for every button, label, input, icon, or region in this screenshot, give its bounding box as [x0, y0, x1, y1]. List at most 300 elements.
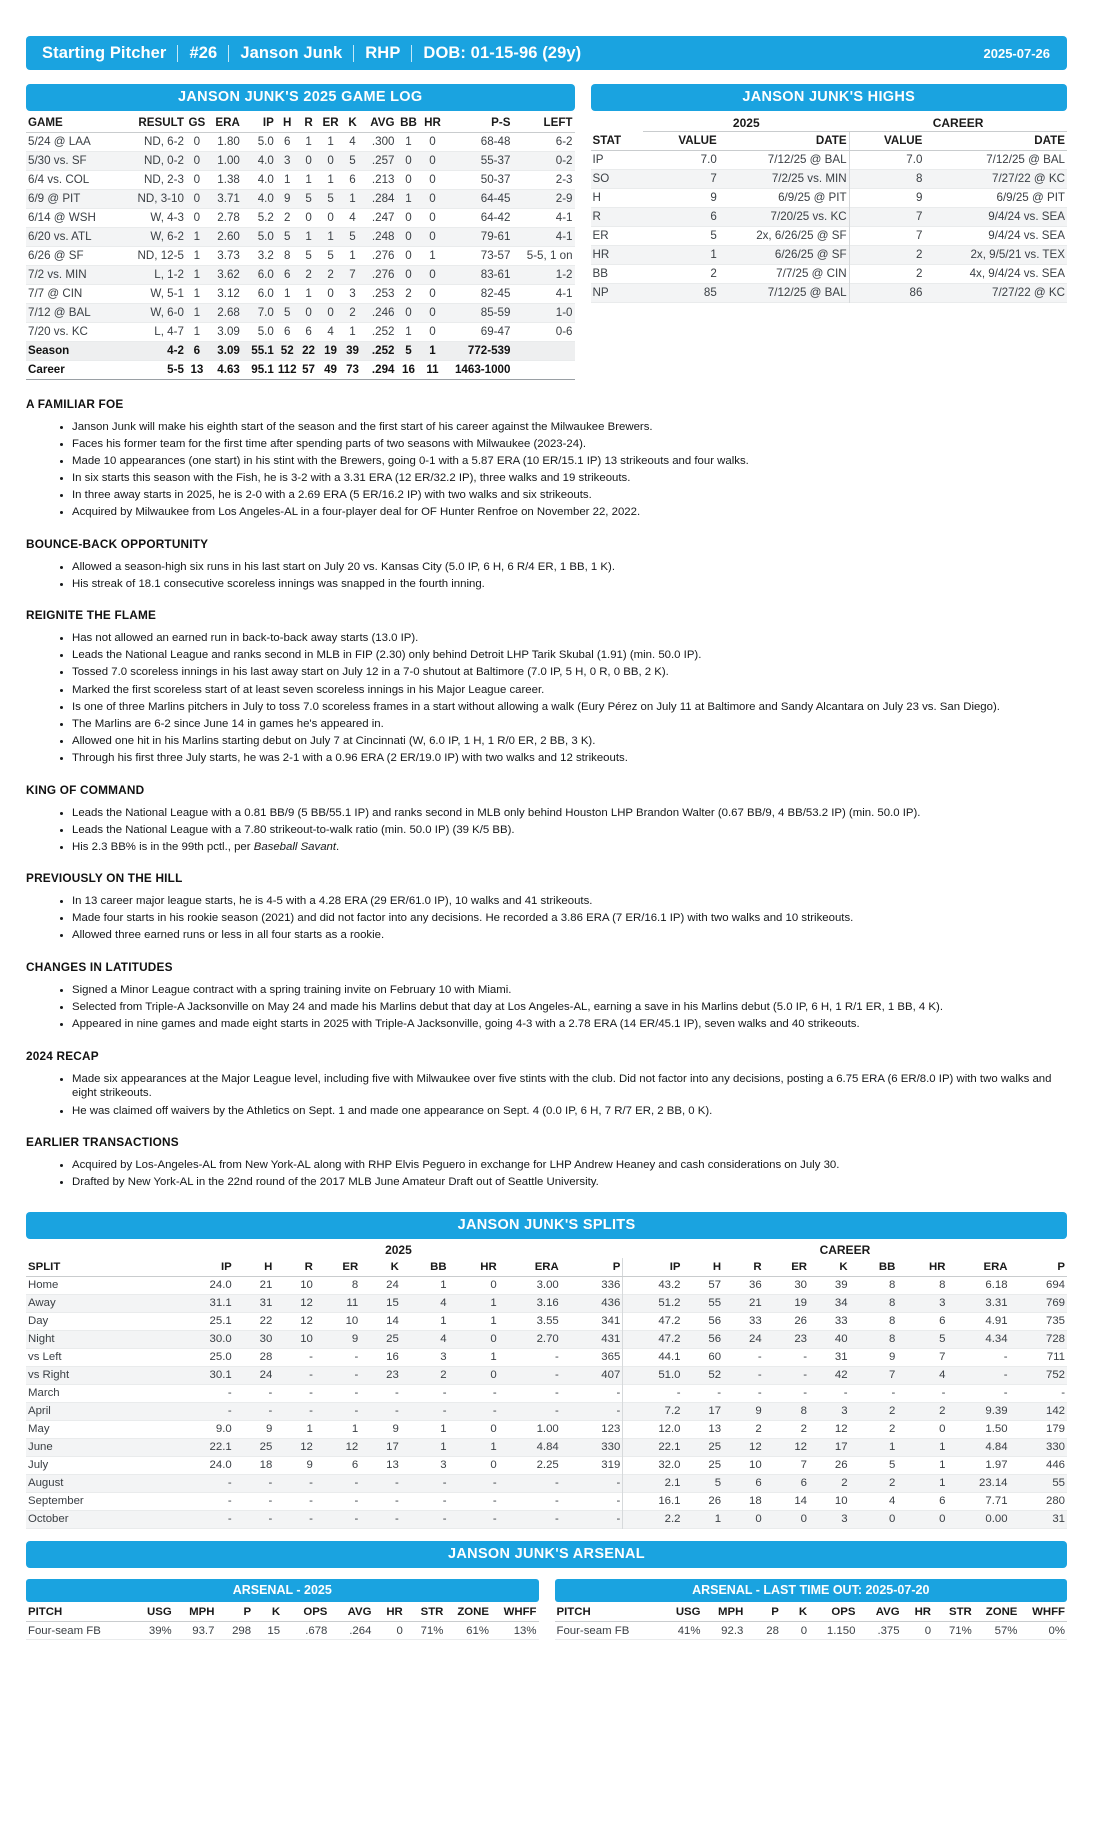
game-log-cell: 5: [305, 192, 312, 205]
game-log-cell: 7/2 vs. MIN: [28, 268, 87, 281]
splits-cell: 60: [708, 1351, 722, 1364]
splits-cell: 179: [1045, 1423, 1065, 1436]
col-avg: AVG: [363, 113, 397, 132]
splits-cell: 8: [889, 1333, 896, 1346]
splits-cell: 7: [800, 1459, 808, 1472]
game-log-cell: 7.0: [257, 306, 274, 319]
game-log-cell: 3.62: [217, 268, 240, 281]
section-bullet: • Leads the National League with a 7.80 strikeout-to-walk ratio (min. 50.0 IP) (39 K/5 BB).: [72, 823, 1067, 838]
splits-cell: 25.0: [209, 1351, 232, 1364]
game-log-cell: 0: [305, 211, 312, 224]
game-log-cell: .284: [371, 192, 395, 205]
splits-cell: March: [28, 1387, 60, 1400]
game-log-cell: 0: [429, 230, 436, 243]
game-log-cell: 3.71: [217, 192, 240, 205]
col-date-2025: DATE: [719, 131, 849, 150]
game-log-cell: 1: [349, 325, 356, 338]
game-log-total-cell: 22: [302, 344, 315, 357]
game-log-career-total-row: [26, 360, 575, 379]
splits-cell: 43.2: [623, 1276, 683, 1294]
splits-cell: 4: [889, 1495, 896, 1508]
splits-cell: -: [354, 1351, 359, 1364]
arsenal-cell: 0%: [1048, 1624, 1065, 1637]
game-log-cell: 0: [327, 211, 334, 224]
game-log-season-total-row: [26, 341, 575, 360]
splits-cell: 407: [601, 1369, 621, 1382]
highs-cell: 7/27/22 @ KC: [992, 172, 1065, 185]
game-log-cell: 1: [193, 230, 201, 243]
splits-cell: -: [757, 1351, 762, 1364]
highs-cell: 6/26/25 @ SF: [774, 248, 847, 261]
splits-cell: 10: [748, 1459, 762, 1472]
splits-body: [26, 1276, 1067, 1528]
splits-cell: -: [1003, 1351, 1008, 1364]
splits-cell: -: [554, 1495, 559, 1508]
game-log-cell: 1: [193, 325, 201, 338]
splits-cell: 30.1: [209, 1369, 232, 1382]
game-log-total-cell: 13: [190, 363, 204, 376]
highs-cell: 9: [710, 191, 717, 204]
splits-cell: 24: [386, 1279, 399, 1292]
section-heading: REIGNITE THE FLAME: [26, 608, 157, 623]
splits-cell: 365: [601, 1351, 621, 1364]
splits-cell: 0: [939, 1513, 946, 1526]
splits-cell: -: [354, 1477, 359, 1490]
section-bullet: • In six starts this season with the Fish, he is 3-2 with a 3.31 ERA (12 ER/32.2 IP), three walks and 19 strikeouts.: [72, 471, 1067, 486]
game-log-cell: 64-42: [480, 211, 511, 224]
splits-cell: 4.34: [985, 1333, 1008, 1346]
splits-row: [26, 1276, 1067, 1294]
game-log-cell: 7/7 @ CIN: [28, 287, 83, 300]
game-log-cell: 1: [283, 287, 291, 300]
splits-cell: -: [227, 1513, 232, 1526]
game-log-cell: 4.0: [257, 173, 274, 186]
arsenal-cell: 1.150: [826, 1624, 856, 1637]
splits-col-era-8: ERA: [499, 1258, 561, 1276]
splits-cell: 1: [939, 1441, 946, 1454]
game-log-total-cell: 57: [302, 363, 315, 376]
highs-cell: 6/9/25 @ PIT: [778, 191, 847, 204]
splits-cell: 42: [834, 1369, 848, 1382]
splits-cell: 728: [1045, 1333, 1065, 1346]
splits-row: [26, 1330, 1067, 1348]
game-log-total-cell: 11: [426, 363, 439, 376]
splits-cell: -: [354, 1495, 359, 1508]
splits-row: [26, 1366, 1067, 1384]
splits-cell: 34: [834, 1297, 848, 1310]
splits-group-blank: [26, 1241, 174, 1259]
game-log-cell: 2.68: [217, 306, 240, 319]
splits-panel: [26, 1212, 1067, 1529]
highs-cell: 6/9/25 @ PIT: [996, 191, 1065, 204]
game-log-cell: 5: [283, 306, 291, 319]
arsenal-col-whff: WHFF: [491, 1604, 539, 1622]
game-log-cell: 79-61: [480, 230, 511, 243]
highs-cell: 7.0: [700, 153, 717, 166]
game-log-cell: 1: [193, 268, 201, 281]
arsenal-cell: .375: [877, 1624, 900, 1637]
game-log-total-cell: 55.1: [251, 344, 274, 357]
highs-cell: 7/20/25 vs. KC: [770, 210, 847, 223]
section-bullet: • Made six appearances at the Major League level, including five with Milwaukee over five stints with the club. Did not factor into any decisions, posting a 6.75 ERA (6 ER/8.0 IP) with two walks and eight strikeouts.: [72, 1072, 1067, 1101]
game-log-cell: 7: [349, 268, 356, 281]
splits-cell: -: [309, 1513, 313, 1526]
arsenal-lasttime-panel: [555, 1579, 1068, 1641]
section-bullet-list: [26, 420, 1067, 520]
game-log-body: [26, 132, 575, 379]
splits-cell: 1: [714, 1513, 722, 1526]
game-log-cell: 7/12 @ BAL: [28, 306, 91, 319]
game-log-cell: 5.0: [257, 135, 274, 148]
section-bullet-list: [26, 1158, 1067, 1190]
splits-cell: 25: [386, 1333, 399, 1346]
splits-cell: 0.00: [985, 1513, 1008, 1526]
highs-header-row: [591, 131, 1067, 150]
splits-cell: -: [492, 1387, 497, 1400]
game-log-cell: 4: [349, 211, 356, 224]
arsenal-col-pitch: PITCH: [26, 1604, 131, 1622]
splits-cell: 1.97: [985, 1459, 1008, 1472]
game-log-row[interactable]: [26, 170, 575, 189]
game-log-cell: 8: [283, 249, 291, 262]
game-log-total-cell: 4.63: [217, 363, 240, 376]
arsenal-col-zone: ZONE: [974, 1604, 1020, 1622]
splits-cell: -: [309, 1495, 313, 1508]
game-log-cell: 3.2: [257, 249, 274, 262]
section-bullet: • Selected from Triple-A Jacksonville on May 24 and made his Marlins debut that day at Los Angeles-AL, earning a save in his Marlins debut (5.0 IP, 6 H, 1 R/1 ER, 1 BB, 4 K).: [72, 1000, 1067, 1015]
section-bullet: • Allowed one hit in his Marlins starting debut on July 7 at Cincinnati (W, 6.0 IP, 1 H, 1 R/0 ER, 2 BB, 3 K).: [72, 734, 1067, 749]
splits-cell: -: [554, 1387, 559, 1400]
game-log-cell: 2-9: [555, 192, 573, 205]
game-log-row[interactable]: [26, 132, 575, 151]
splits-cell: 8: [889, 1279, 896, 1292]
arsenal-cell: .678: [305, 1624, 328, 1637]
game-log-cell: 1-0: [555, 306, 573, 319]
splits-cell: 8: [351, 1279, 359, 1292]
splits-cell: -: [268, 1405, 273, 1418]
splits-cell: -: [616, 1495, 621, 1508]
splits-row: [26, 1384, 1067, 1402]
game-log-row[interactable]: [26, 208, 575, 227]
game-log-cell: 5: [349, 154, 356, 167]
game-log-cell: 0: [405, 211, 412, 224]
player-header-identity: [40, 44, 592, 63]
highs-group-2025: 2025: [643, 113, 849, 131]
game-log-cell: 1.80: [217, 135, 240, 148]
section-bullet-list: [26, 560, 1067, 592]
col-h: H: [276, 113, 299, 132]
splits-col-k-14: K: [809, 1258, 850, 1276]
game-log-row[interactable]: [26, 322, 575, 341]
splits-cell: Away: [28, 1297, 56, 1310]
game-log-total-cell: 16: [402, 363, 415, 376]
game-log-cell: 1: [349, 192, 356, 205]
game-log-cell: 1: [327, 135, 334, 148]
game-log-cell: 6.0: [257, 268, 274, 281]
game-log-cell: 0: [193, 154, 201, 167]
game-log-cell: .213: [371, 173, 395, 186]
game-log-total-cell: 1: [429, 344, 436, 357]
splits-cell: -: [442, 1477, 447, 1490]
game-log-row[interactable]: [26, 246, 575, 265]
game-log-row[interactable]: [26, 151, 575, 170]
splits-cell: 4.91: [985, 1315, 1008, 1328]
splits-cell: 9: [889, 1351, 896, 1364]
game-log-cell: 3: [283, 154, 291, 167]
game-log-cell: 6: [283, 135, 291, 148]
game-log-cell: 3.73: [217, 249, 240, 262]
section-heading: 2024 RECAP: [26, 1048, 99, 1063]
splits-cell: October: [28, 1513, 69, 1526]
highs-cell: 7: [710, 172, 717, 185]
splits-cell: 12: [834, 1423, 848, 1436]
game-log-cell: 1: [405, 135, 412, 148]
splits-cell: vs Right: [28, 1369, 70, 1382]
splits-cell: 1: [889, 1441, 896, 1454]
highs-row: [591, 207, 1067, 226]
splits-cell: 51.2: [623, 1294, 683, 1312]
splits-cell: 12: [300, 1297, 313, 1310]
splits-group-career: CAREER: [819, 1243, 871, 1258]
splits-cell: 31: [1052, 1513, 1065, 1526]
arsenal-left-body: [26, 1622, 539, 1640]
splits-cell: -: [616, 1513, 621, 1526]
highs-group-blank: [591, 113, 644, 131]
col-date-career: DATE: [924, 131, 1067, 150]
splits-row: [26, 1294, 1067, 1312]
splits-cell: 10: [300, 1279, 313, 1292]
section-heading: PREVIOUSLY ON THE HILL: [26, 871, 183, 886]
splits-cell: -: [309, 1477, 313, 1490]
highs-cell: SO: [592, 172, 610, 185]
splits-cell: -: [1003, 1387, 1008, 1400]
game-log-cell: W, 5-1: [150, 287, 184, 300]
splits-cell: 55: [708, 1297, 722, 1310]
splits-cell: -: [616, 1405, 621, 1418]
splits-cell: -: [803, 1387, 808, 1400]
player-throwing-hand: RHP: [365, 43, 401, 62]
highs-cell: 2: [849, 245, 924, 264]
game-log-cell: 5: [327, 249, 334, 262]
top-tables-row: [26, 84, 1067, 380]
arsenal-season-table: [26, 1604, 539, 1641]
game-log-cell: 4: [349, 135, 356, 148]
splits-cell: 12: [748, 1441, 762, 1454]
splits-cell: 142: [1045, 1405, 1065, 1418]
game-log-cell: 0: [327, 306, 334, 319]
splits-cell: 2.1: [623, 1474, 683, 1492]
splits-cell: 330: [601, 1441, 621, 1454]
splits-cell: July: [28, 1459, 49, 1472]
splits-cell: 28: [259, 1351, 273, 1364]
splits-group-row: [26, 1241, 1067, 1259]
arsenal-row: [26, 1579, 1067, 1641]
splits-cell: -: [554, 1351, 559, 1364]
splits-cell: 30: [794, 1279, 808, 1292]
splits-col-er-13: ER: [764, 1258, 809, 1276]
splits-cell: -: [395, 1495, 399, 1508]
game-log-cell: 1: [405, 192, 412, 205]
splits-cell: 2.70: [536, 1333, 559, 1346]
splits-cell: 36: [748, 1279, 762, 1292]
section-bullet: • Acquired by Milwaukee from Los Angeles-AL in a four-player deal for OF Hunter Renfroe on November 22, 2022.: [72, 505, 1067, 520]
game-log-cell: 85-59: [480, 306, 511, 319]
splits-row: [26, 1420, 1067, 1438]
section-bullet: • In three away starts in 2025, he is 2-0 with a 2.69 ERA (5 ER/16.2 IP) with two walks and six strikeouts.: [72, 488, 1067, 503]
game-log-cell: 1: [405, 325, 412, 338]
arsenal-col-zone: ZONE: [445, 1604, 491, 1622]
splits-cell: -: [492, 1477, 497, 1490]
game-log-cell: 69-47: [480, 325, 511, 338]
arsenal-col-pitch: PITCH: [555, 1604, 660, 1622]
game-log-cell: 2.78: [217, 211, 240, 224]
section-bullet: • Allowed a season-high six runs in his last start on July 20 vs. Kansas City (5.0 IP, 6 H, 6 R/4 ER, 1 BB, 1 K).: [72, 560, 1067, 575]
highs-cell: 7/12/25 @ BAL: [767, 153, 847, 166]
splits-cell: -: [616, 1387, 621, 1400]
col-result: RESULT: [126, 113, 186, 132]
highs-row: [591, 150, 1067, 169]
section-bullet: • Drafted by New York-AL in the 22nd round of the 2017 MLB June Amateur Draft out of Seattle University.: [72, 1175, 1067, 1190]
highs-cell: ER: [592, 229, 609, 242]
game-log-cell: 64-45: [480, 192, 511, 205]
arsenal-col-usg: USG: [660, 1604, 703, 1622]
highs-cell: 2x, 6/26/25 @ SF: [756, 229, 847, 242]
splits-row: [26, 1510, 1067, 1528]
arsenal-col-ops: OPS: [282, 1604, 329, 1622]
arsenal-cell: 298: [232, 1624, 252, 1637]
splits-cell: 11: [346, 1297, 359, 1310]
game-log-cell: 0: [305, 154, 312, 167]
splits-cell: -: [803, 1369, 808, 1382]
splits-cell: 1: [440, 1279, 447, 1292]
splits-cell: 3: [939, 1297, 946, 1310]
game-log-cell: 6/14 @ WSH: [28, 211, 96, 224]
splits-col-era-17: ERA: [947, 1258, 1009, 1276]
game-log-row[interactable]: [26, 284, 575, 303]
game-log-cell: 5/30 vs. SF: [28, 154, 87, 167]
game-log-cell: 82-45: [480, 287, 511, 300]
game-log-row[interactable]: [26, 303, 575, 322]
game-log-cell: .253: [371, 287, 395, 300]
highs-panel: [591, 84, 1067, 303]
splits-cell: vs Left: [28, 1351, 62, 1364]
splits-cell: 5: [889, 1459, 896, 1472]
splits-cell: September: [28, 1495, 84, 1508]
splits-cell: -: [309, 1369, 313, 1382]
splits-cell: 0: [490, 1369, 497, 1382]
splits-cell: 6: [351, 1459, 359, 1472]
splits-cell: 21: [259, 1279, 273, 1292]
splits-cell: -: [227, 1387, 232, 1400]
splits-cell: 31.1: [209, 1297, 232, 1310]
highs-row: [591, 283, 1067, 302]
splits-cell: -: [354, 1369, 359, 1382]
highs-cell: 7/12/25 @ BAL: [986, 153, 1065, 166]
highs-title: JANSON JUNK'S HIGHS: [591, 84, 1067, 111]
game-log-cell: 1: [305, 135, 312, 148]
game-log-cell: 5: [349, 230, 356, 243]
game-log-cell: .247: [371, 211, 395, 224]
section-bullet: • Leads the National League with a 0.81 BB/9 (5 BB/55.1 IP) and ranks second in MLB only behind Houston LHP Brandon Walter (0.67 BB/9, 4 BB/53.2 IP) (min. 50.0 IP).: [72, 806, 1067, 821]
splits-cell: -: [554, 1513, 559, 1526]
highs-cell: 9/4/24 vs. SEA: [988, 229, 1065, 242]
game-log-total-cell: 4-2: [167, 344, 184, 357]
arsenal-row-item: [26, 1622, 539, 1640]
splits-cell: 4: [939, 1369, 946, 1382]
game-log-cell: 0: [429, 287, 436, 300]
splits-col-ip-1: IP: [174, 1258, 234, 1276]
highs-cell: 9/4/24 vs. SEA: [988, 210, 1065, 223]
game-log-cell: 0: [405, 306, 412, 319]
splits-cell: 24: [748, 1333, 762, 1346]
game-log-row[interactable]: [26, 265, 575, 284]
splits-cell: -: [616, 1477, 621, 1490]
game-log-cell: 0: [327, 287, 334, 300]
splits-cell: 12: [300, 1315, 313, 1328]
splits-cell: 9.39: [985, 1405, 1008, 1418]
splits-cell: -: [891, 1387, 896, 1400]
splits-cell: 4.84: [985, 1441, 1008, 1454]
splits-cell: 9.0: [215, 1423, 232, 1436]
splits-cell: 446: [1045, 1459, 1065, 1472]
game-log-row[interactable]: [26, 227, 575, 246]
splits-row: [26, 1492, 1067, 1510]
splits-cell: -: [554, 1405, 559, 1418]
game-log-cell: L, 4-7: [154, 325, 184, 338]
game-log-cell: 6/26 @ SF: [28, 249, 84, 262]
game-log-cell: 68-48: [480, 135, 511, 148]
game-log-cell: 1: [193, 249, 201, 262]
highs-cell: NP: [592, 286, 609, 299]
highs-row: [591, 264, 1067, 283]
highs-cell: HR: [592, 248, 610, 261]
game-log-total-cell: [512, 360, 574, 379]
splits-cell: April: [28, 1405, 51, 1418]
narrative-section: [26, 537, 1067, 592]
player-dob: DOB: 01-15-96 (29y): [423, 43, 582, 62]
section-bullet: • His streak of 18.1 consecutive scoreless innings was snapped in the fourth inning.: [72, 577, 1067, 592]
game-log-total-cell: Season: [28, 344, 70, 357]
splits-cell: 26: [834, 1459, 848, 1472]
splits-cell: 694: [1045, 1279, 1065, 1292]
splits-cell: 431: [601, 1333, 621, 1346]
game-log-total-cell: .294: [371, 363, 395, 376]
splits-cell: 1: [939, 1477, 946, 1490]
game-log-cell: 55-37: [480, 154, 511, 167]
arsenal-cell: 0: [800, 1624, 808, 1637]
splits-cell: 44.1: [623, 1348, 683, 1366]
arsenal-col-hr: HR: [902, 1604, 933, 1622]
game-log-total-cell: 19: [324, 344, 337, 357]
player-header-bar: [26, 36, 1067, 70]
splits-cell: 17: [834, 1441, 848, 1454]
section-bullet: • Has not allowed an earned run in back-to-back away starts (13.0 IP).: [72, 631, 1067, 646]
splits-row: [26, 1474, 1067, 1492]
splits-cell: 47.2: [623, 1330, 683, 1348]
splits-cell: 25: [708, 1441, 722, 1454]
game-log-total-cell: 52: [280, 344, 294, 357]
splits-cell: -: [442, 1513, 447, 1526]
game-log-row[interactable]: [26, 189, 575, 208]
narrative-section: [26, 960, 1067, 1032]
highs-row: [591, 226, 1067, 245]
section-bullet: • In 13 career major league starts, he is 4-5 with a 4.28 ERA (29 ER/61.0 IP), 10 walks and 41 strikeouts.: [72, 894, 1067, 909]
splits-cell: 3: [841, 1405, 848, 1418]
highs-cell: H: [592, 191, 601, 204]
game-log-title: JANSON JUNK'S 2025 GAME LOG: [26, 84, 575, 111]
splits-cell: 2.25: [536, 1459, 559, 1472]
game-log-cell: 0: [405, 173, 412, 186]
